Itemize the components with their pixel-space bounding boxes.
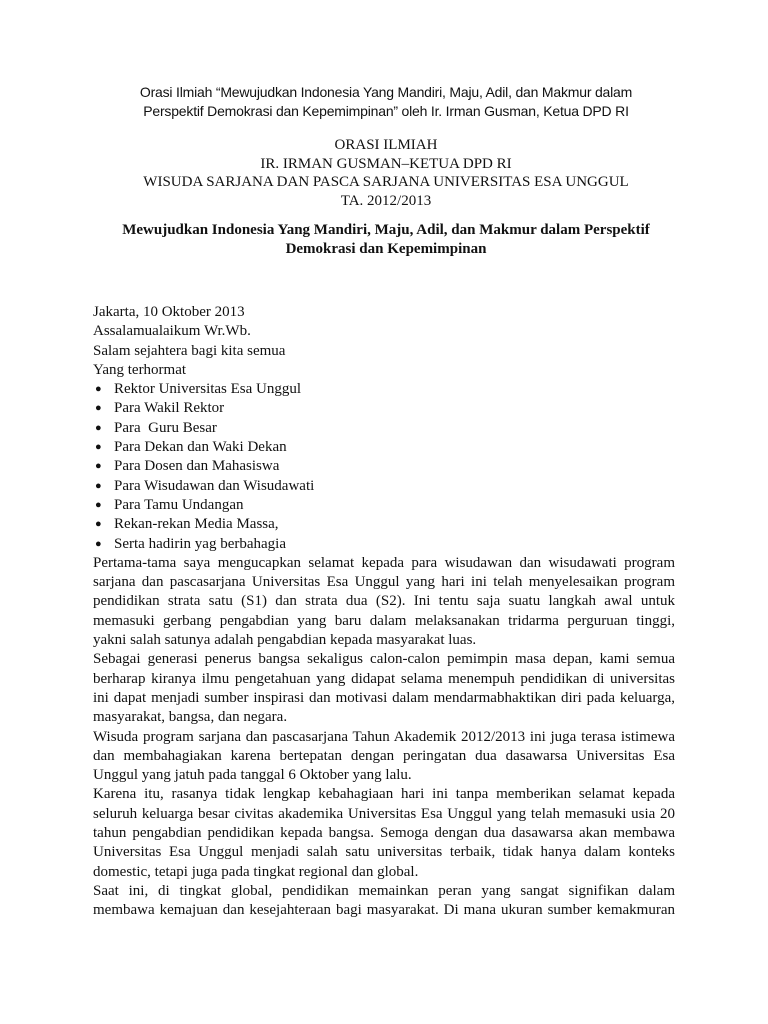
academic-year: TA. 2012/2013 xyxy=(340,192,432,209)
bullet-icon: ● xyxy=(95,402,102,415)
title-line: Demokrasi dan Kepemimpinan xyxy=(285,240,487,257)
paragraph-line: Unggul yang jatuh pada tanggal 6 Oktober yang lalu. xyxy=(93,767,412,784)
event-name: WISUDA SARJANA DAN PASCA SARJANA UNIVERSITAS ESA UNGGUL xyxy=(143,174,629,190)
list-item: ● Rektor Universitas Esa Unggul xyxy=(93,380,675,399)
list-item: ● Para Wisudawan dan Wisudawati xyxy=(93,477,675,496)
bullet-icon: ● xyxy=(95,441,102,454)
paragraph-line: yakni salah satunya adalah pengabdian kepada masyarakat luas. xyxy=(93,632,477,649)
list-item: ● Para Tamu Undangan xyxy=(93,496,675,515)
list-item: ● Rekan-rekan Media Massa, xyxy=(93,515,675,534)
list-item: ● Para Guru Besar xyxy=(93,419,675,438)
addressee-list xyxy=(93,380,675,554)
orasi-label: ORASI ILMIAH xyxy=(334,137,438,153)
paragraph-line: tahun pengabdian pendidikan kepada bangsa. Semoga dengan dua dasawarsa akan membawa xyxy=(93,825,675,842)
orasi-heading xyxy=(96,136,676,210)
paragraph-congratulations xyxy=(93,554,675,650)
bullet-icon: ● xyxy=(95,518,102,531)
paragraph-line: Saat ini, di tingkat global, pendidikan memainkan peran yang sangat signifikan dalam xyxy=(93,882,675,899)
bullet-icon: ● xyxy=(95,383,102,396)
paragraph-line: sarjana dan pascasarjana Universitas Esa Unggul yang hari ini telah menyelesaikan program xyxy=(93,574,675,591)
header-line: Orasi Ilmiah “Mewujudkan Indonesia Yang Mandiri, Maju, Adil, dan Makmur dalam xyxy=(139,84,633,100)
greeting-line: Assalamualaikum Wr.Wb. xyxy=(93,323,251,340)
title-line: Mewujudkan Indonesia Yang Mandiri, Maju, Adil, dan Makmur dalam Perspektif xyxy=(122,222,650,238)
paragraph-line: membawa kemajuan dan kesejahteraan bagi masyarakat. Di mana ukuran sumber kemakmuran xyxy=(93,902,675,919)
list-item: ● Serta hadirin yag berbahagia xyxy=(93,535,675,554)
paragraph-line: ini dapat menjadi sumber inspirasi dan motivasi dalam mendarmabhaktikan diri pada keluarga, xyxy=(93,689,675,706)
paragraph-line: dan membahagiakan karena bertepatan dengan peringatan dua dasawarsa Universitas Esa xyxy=(93,747,675,764)
greeting-line: Salam sejahtera bagi kita semua xyxy=(93,342,286,359)
paragraph-anniversary xyxy=(93,785,675,881)
bullet-icon: ● xyxy=(95,421,102,434)
bullet-icon: ● xyxy=(95,460,102,473)
paragraph-line: pendidikan strata satu (S1) dan strata dua (S2). Ini tentu saja suatu langkah awal untuk xyxy=(93,593,675,610)
speaker-name: IR. IRMAN GUSMAN–KETUA DPD RI xyxy=(260,155,512,172)
document-header xyxy=(96,83,676,121)
date-line: Jakarta, 10 Oktober 2013 xyxy=(93,304,245,320)
paragraph-line: Universitas Esa Unggul menjadi salah satu universitas terbaik, tidak hanya dalam konteks xyxy=(93,844,675,861)
speech-title xyxy=(96,221,676,258)
paragraph-next-generation xyxy=(93,650,675,727)
paragraph-line: domestic, tetapi juga pada tingkat regional dan global. xyxy=(93,863,419,880)
paragraph-global-education xyxy=(93,882,675,921)
paragraph-line: masyarakat, bangsa, dan negara. xyxy=(93,709,288,726)
paragraph-line: memasuki gerbang pengabdian yang baru dalam melaksanakan tridarma perguruan tinggi, xyxy=(93,612,675,629)
speech-body xyxy=(93,303,675,921)
paragraph-line: berharap kiranya ilmu pengetahuan yang didapat selama menempuh pendidikan di universitas xyxy=(93,670,675,687)
bullet-icon: ● xyxy=(95,537,102,550)
greeting-line: Yang terhormat xyxy=(93,361,187,378)
header-line: Perspektif Demokrasi dan Kepemimpinan” oleh Ir. Irman Gusman, Ketua DPD RI xyxy=(143,103,629,119)
paragraph-line: seluruh keluarga besar civitas akademika Universitas Esa Unggul yang telah memasuki usia 20 xyxy=(93,805,675,822)
list-item: ● Para Wakil Rektor xyxy=(93,399,675,418)
bullet-icon: ● xyxy=(95,479,102,492)
paragraph-line: Sebagai generasi penerus bangsa sekaligus calon-calon pemimpin masa depan, kami semua xyxy=(93,651,675,668)
paragraph-line: Wisuda program sarjana dan pascasarjana Tahun Akademik 2012/2013 ini juga terasa istimewa xyxy=(93,728,675,745)
paragraph-graduation xyxy=(93,728,675,786)
list-item: ● Para Dekan dan Waki Dekan xyxy=(93,438,675,457)
paragraph-line: Pertama-tama saya mengucapkan selamat kepada para wisudawan dan wisudawati program xyxy=(93,554,675,571)
paragraph-line: Karena itu, rasanya tidak lengkap kebahagiaan hari ini tanpa memberikan selamat kepada xyxy=(93,786,675,803)
list-item: ● Para Dosen dan Mahasiswa xyxy=(93,457,675,476)
bullet-icon: ● xyxy=(95,498,102,511)
